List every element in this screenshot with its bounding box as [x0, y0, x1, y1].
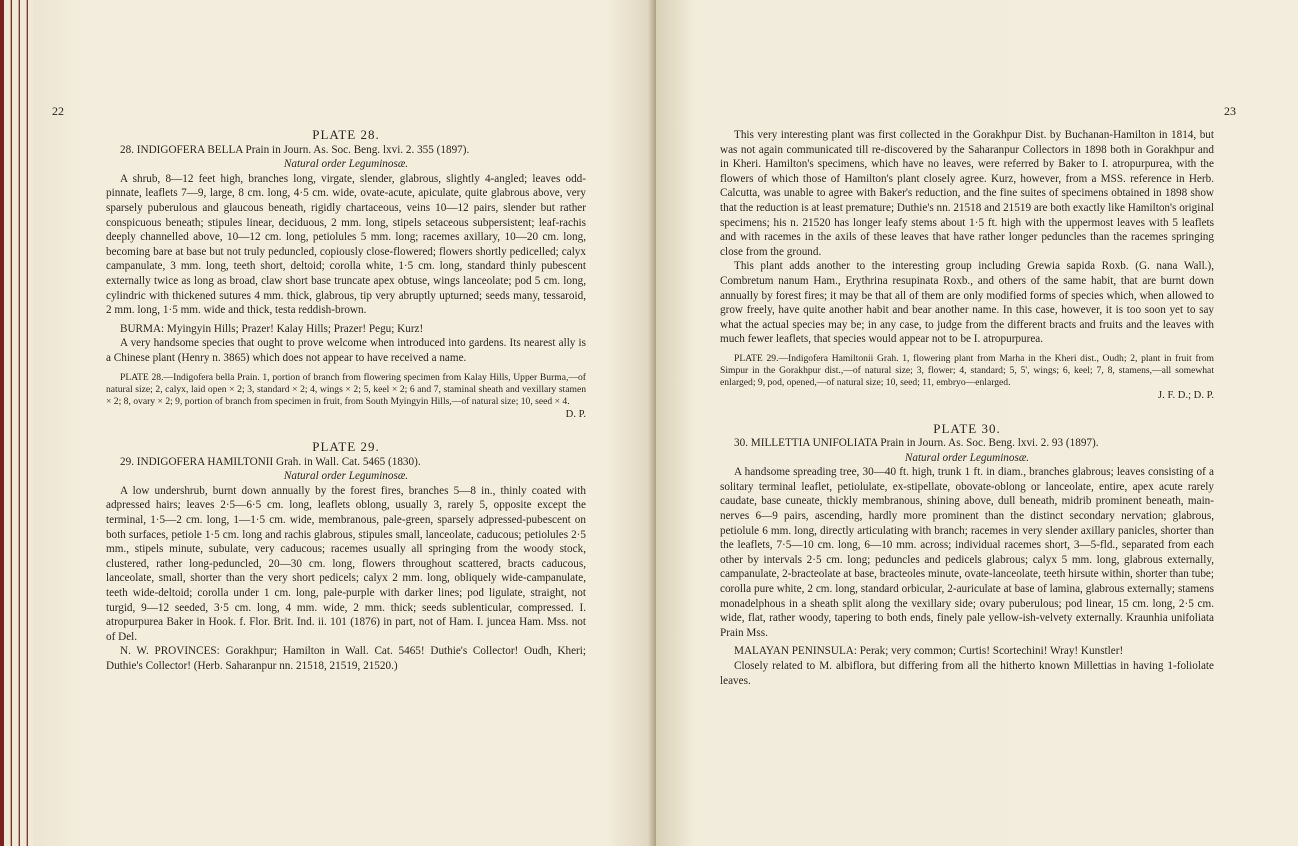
species-notes: This plant adds another to the interesting group including Grewia sapida Roxb. (G. nana Wall.), Combretum nanum Ham., Erythrina resupinata Roxb., and others of the same habit, that are burnt down annually by forest fires; it may be that all of them are only modified forms of species which, when allowed to grow freely, have quite another habit and bear another name. In this case, however, it is too soon yet to say what the actual species may be; in any case, to judge from the different bracts and fruits and the leaves with much fewer leaflets, that species would appear not to be I. atropurpurea. — [720, 260, 1214, 346]
page-edge — [12, 0, 19, 846]
left-page — [34, 0, 656, 846]
localities: BURMA: Myingyin Hills; Prazer! Kalay Hills; Prazer! Pegu; Kurz! — [120, 322, 424, 335]
natural-order: Natural order Leguminosæ. — [904, 451, 1030, 464]
natural-order: Natural order Leguminosæ. — [283, 470, 409, 483]
left-column — [106, 128, 586, 674]
localities: N. W. PROVINCES: Gorakhpur; Hamilton in Wall. Cat. 5465! Duthie's Collector! Oudh, Kheri; Duthie's Collector! (Herb. Saharanpur nn. 21518, 21519, 21520.) — [106, 645, 586, 672]
page-number: 22 — [52, 104, 64, 118]
species-notes: Closely related to M. albiflora, but differing from all the hitherto known Millettias in having 1-foliolate leaves. — [720, 660, 1214, 687]
plate-caption: PLATE 29.—Indigofera Hamiltonii Grah. 1, flowering plant from Marha in the Kheri dist., Oudh; 2, plant in fruit from Simpur in the Gorakhpur dist.,—of natural size; 3, flower; 4, standard; 5, 5', wings; 6, keel; 7, 8, stamens,—all somewhat enlarged; 9, pod, opened,—of natural size; 10, seed; 11, embryo—enlarged. — [720, 352, 1214, 388]
right-page — [656, 0, 1298, 846]
species-notes: A very handsome species that ought to prove welcome when introduced into gardens. Its nearest ally is a Chinese plant (Henry n. 3865) which does not appear to have received a name. — [106, 337, 586, 364]
plate-title: PLATE 29. — [312, 439, 380, 455]
plate-title: PLATE 28. — [312, 127, 380, 142]
plate-caption: PLATE 28.—Indigofera bella Prain. 1, portion of branch from flowering specimen from Kalay Hills, Upper Burma,—of natural size; 2, calyx, laid open × 2; 3, standard × 2; 4, wings × 2; 5, keel × 2; 6 and 7, staminal sheath and vexillary stamen × 2; 8, ovary × 2; 9, portion of branch from specimen in fruit, from South Myingyin Hills,—of natural size; 10, seed × 4. — [106, 371, 586, 407]
species-description: A low undershrub, burnt down annually by the forest fires, branches 5—8 in., thinly coated with adpressed hairs; leaves 2·5—6·5 cm. long, leaflets oblong, usually 3, rarely 5, opposite except the terminal, 1·5—2 cm. long, 1—1·5 cm. wide, membranous, pale-green, sparsely adpressed-pubescent on both surfaces, petiole 1·5 cm. long and rachis glabrous, stipules small, lanceolate, caducous; petiolules 2·5 mm., stipels minute, subulate, very caducous; racemes usually all springing from the woody stock, clustered, rather long-peduncled, 20—30 cm. long, flowers throughout scattered, bracts caducous, lanceolate, small, shorter than the very short pedicels; calyx 2 mm. long, obliquely wide-campanulate, teeth wide-deltoid; corolla under 1 cm. long, pale-purple with darker lines; pod ligulate, straight, not turgid, 9—12 seeded, 3·5 cm. long, 4 mm. wide, 2 mm. thick; seeds sublenticular, compressed. I. atropurpurea Baker in Hook. f. Flor. Brit. Ind. ii. 101 (1876) in part, not of Ham. I. juncea Ham. Mss. not of Del. — [106, 484, 586, 643]
species-description: A shrub, 8—12 feet high, branches long, virgate, slender, glabrous, slightly 4-angled; leaves odd-pinnate, leaflets 7—9, large, 8 cm. long, 4·5 cm. wide, ovate-acute, apiculate, quite glabrous above, very sparsely puberulous and glaucous beneath, rigidly chartaceous, veins 10—12 pairs, slender but rather conspicuous beneath; stipules linear, deciduous, 2 mm. long, stipels setaceous subpersistent; leaf-rachis deeply channelled above, 10—12 cm. long, petiolules 5 mm. long; racemes axillary, 10—20 cm. long, becoming bare at base but not truly peduncled, copiously close-flowered; flowers shortly pedicelled; calyx campanulate, 3 mm. long, teeth short, deltoid; corolla white, 1·5 cm. long, standard thinly pubescent externally twice as long as broad, claw short base truncate apex obtuse, wings lanceolate; pod 5 cm. long, cylindric with thickened sutures 4 mm. thick, glabrous, tip very abruptly upturned; seeds many, tessaroid, 2 mm. long, 1·5 mm. wide and thick, testa reddish-brown. — [106, 172, 586, 317]
species-heading: 29. INDIGOFERA HAMILTONII Grah. in Wall. Cat. 5465 (1830). — [120, 455, 421, 468]
species-heading: 28. INDIGOFERA BELLA Prain in Journ. As. Soc. Beng. lxvi. 2. 355 (1897). — [120, 143, 470, 156]
author-signature: J. F. D.; D. P. — [1158, 389, 1214, 401]
page-number: 23 — [1224, 104, 1236, 118]
natural-order: Natural order Leguminosæ. — [283, 158, 409, 171]
author-signature: D. P. — [565, 408, 586, 420]
localities: MALAYAN PENINSULA: Perak; very common; Curtis! Scortechini! Wray! Kunstler! — [734, 645, 1124, 658]
page-edge — [4, 0, 11, 846]
species-heading: 30. MILLETTIA UNIFOLIATA Prain in Journ. As. Soc. Beng. lxvi. 2. 93 (1897). — [734, 437, 1099, 450]
right-column — [720, 128, 1214, 688]
species-description: A handsome spreading tree, 30—40 ft. high, trunk 1 ft. in diam., branches glabrous; leaves consisting of a solitary terminal leaflet, petiolulate, ex-stipellate, obovate-oblong or lanceolate, entire, apex acute rarely caudate, base cuneate, thickly membranous, shining above, dull beneath, midrib prominent beneath, main-nerves 6—9 pairs, ascending, hardly more prominent than the distinct secondary nervation; glabrous, petiolule 6 mm. long, directly articulating with branch; racemes in very slender axillary panicles, shorter than the leaflets, 7·5—10 cm. long, 6—10 mm. across; individual racemes short, 3—5-fld., separated from each other by intervals 2·5 cm. long; peduncles and pedicels glabrous; calyx 5 mm. long, glabrous externally, campanulate, 2-bracteolate at base, bracteoles minute, ovate-lanceolate, teeth hirsute within, shorter than tube; corolla pure white, 2 cm. long, standard orbicular, 2-auriculate at base of lamina, glabrous externally; stamens monadelphous in a sheath split along the vexillary side; ovary puberulous; pod linear, 15 cm. long, 2·5 cm. wide, flat, rather woody, tapering to both ends, finely pale yellow-ish-velvety externally. Kraunhia unifoliata Prain Mss. — [720, 466, 1214, 639]
species-notes: This very interesting plant was first collected in the Gorakhpur Dist. by Buchanan-Hamilton in 1814, but was not again communicated till re-discovered by the Saharanpur Collectors in 1898 both in Gorakhpur and in Kheri. Hamilton's specimens, which have no leaves, were referred by Baker to I. atropurpurea, with the flowers of which those of Hamilton's plant closely agree. Kurz, however, from a MSS. reference in Herb. Calcutta, was unable to agree with Baker's reduction, and the fine suites of specimens obtained in 1898 show that the reduction is at least premature; Duthie's nn. 21518 and 21519 are both exactly like Hamilton's original specimens; his n. 21520 has longer leafy stems about 1·5 ft. high with the uppermost leaves with 5 leaflets and with racemes in the axils of these leaves that have rather longer peduncles than the racemes springing close from the ground. — [720, 129, 1214, 258]
page-edge — [20, 0, 27, 846]
plate-title: PLATE 30. — [933, 420, 1001, 436]
